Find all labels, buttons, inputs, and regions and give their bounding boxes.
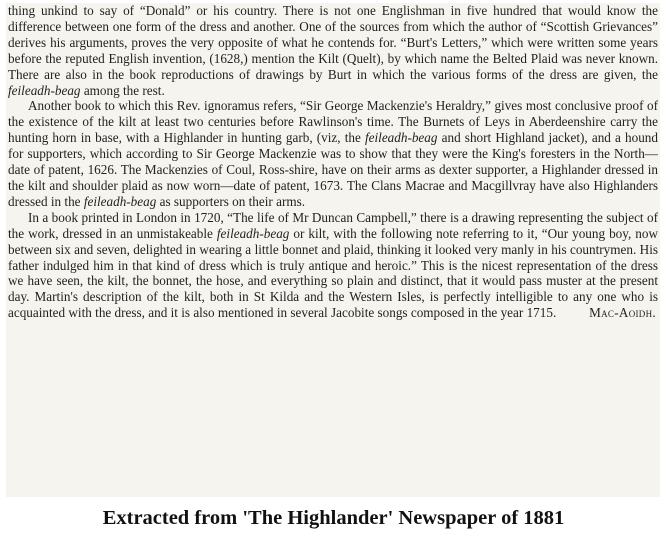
newspaper-clipping (6, 3, 660, 497)
gaelic-term: feileadh-beag (216, 225, 290, 241)
author-signature: Mac-Aoidh. (589, 305, 656, 321)
paragraph-2: Another book to which this Rev. ignoramus refers, “Sir George Mackenzie's Heraldry,” gives most conclusive proof of the existence of the kilt at least two centuries before Rawlinson's time. The Burnets of Leys in Aberdeenshire carry the hunting horn in base, with a Highlander in hunting garb, (viz, the feileadh-beag and short Highland jacket), and a hound for supporters, which according to Sir George Mackenzie was to show that they were the King's foresters in the North—date of patent, 1626. The Mackenzies of Coul, Ross-shire, have on their arms as dexter supporter, a Highlander dressed in the kilt and shoulder plaid as now worn—date of patent, 1673. The Clans Macrae and Macgillvray have also Highlanders dressed in the feileadh-beag as supporters on their arms. (8, 98, 658, 209)
gaelic-term: feileadh-beag (83, 193, 157, 209)
image-caption: Extracted from 'The Highlander' Newspaper of 1881 (102, 507, 565, 529)
paragraph-1: thing unkind to say of “Donald” or his country. There is not one Englishman in five hundred that would know the difference between one form of the dress and another. One of the sources from which the author of “Scottish Grievances” derives his arguments, proves the very opposite of what he contends for. “Burt's Letters,” which were written some years before the reputed English invention, (1628,) mention the Kilt (Quelt), by which name the Belted Plaid was never known. There are also in the book reproductions of drawings by Burt in which the various forms of the dress are given, the feileadh-beag among the rest. (8, 3, 658, 98)
gaelic-term: feileadh-beag (8, 82, 81, 98)
paragraph-3: In a book printed in London in 1720, “The life of Mr Duncan Campbell,” there is a drawing representing the subject of the work, dressed in an unmistakeable feileadh-beag or kilt, with the following note referring to it, “Our young boy, now between six and seven, delighted in wearing a little bonnet and plaid, thinking it looked very manly in his countrymen. His father indulged him in that kind of dress which is truly antique and heroic.” This is the nicest representation of the dress we have seen, the kilt, the bonnet, the hose, and everything so plain and distinct, that it would pass muster at the present day. Martin's description of the kilt, both in St Kilda and the Western Isles, is perfectly intelligible to any one who is acquainted with the dress, and it is also mentioned in several Jacobite songs composed in the year 1715. (8, 209, 658, 321)
gaelic-term: feileadh-beag (364, 130, 438, 146)
